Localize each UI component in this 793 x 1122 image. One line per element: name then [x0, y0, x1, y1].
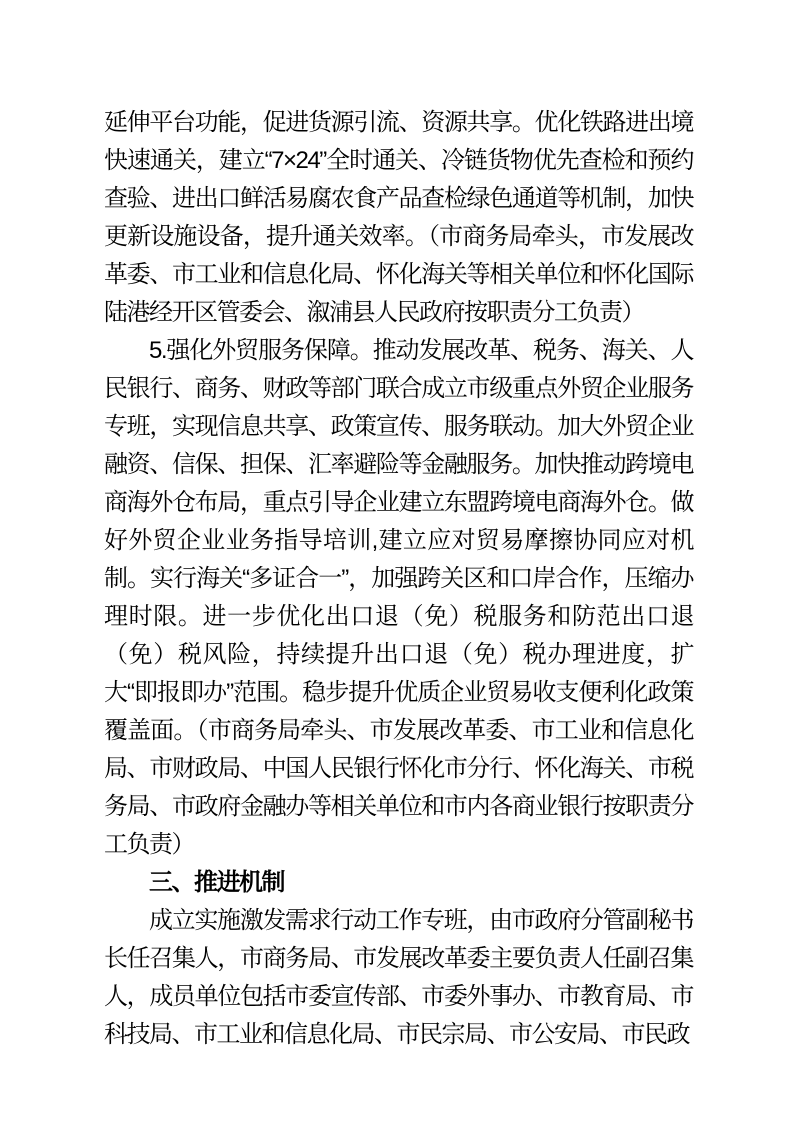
paragraph-continuation: 延伸平台功能，促进货源引流、资源共享。优化铁路进出境快速通关，建立“7×24”全时通关、冷链货物优先查检和预约查验、进出口鲜活易腐农食产品查检绿色通道等机制，加快更新设施设备，提升通关效率。（市商务局牵头，市发展改革委、市工业和信息化局、怀化海关等相关单位和怀化国际陆港经开区管委会、溆浦县人民政府按职责分工负责）	[104, 109, 693, 326]
paragraph-item-5-foreign-trade-services: 5.强化外贸服务保障。推动发展改革、税务、海关、人民银行、商务、财政等部门联合成立市级重点外贸企业服务专班，实现信息共享、政策宣传、服务联动。加大外贸企业融资、信保、担保、汇率避险等金融服务。加快推动跨境电商海外仓布局，重点引导企业建立东盟跨境电商海外仓。做好外贸企业业务指导培训,建立应对贸易摩擦协同应对机制。实行海关“多证合一”，加强跨关区和口岸合作，压缩办理时限。进一步优化出口退（免）税服务和防范出口退（免）税风险，持续提升出口退（免）税办理进度，扩大“即报即办”范围。稳步提升优质企业贸易收支便利化政策覆盖面。（市商务局牵头、市发展改革委、市工业和信息化局、市财政局、中国人民银行怀化市分行、怀化海关、市税务局、市政府金融办等相关单位和市内各商业银行按职责分工负责）	[104, 337, 693, 858]
document-text-block	[104, 104, 693, 1054]
paragraph-taskforce: 成立实施激发需求行动工作专班，由市政府分管副秘书长任召集人，市商务局、市发展改革委主要负责人任副召集人，成员单位包括市委宣传部、市委外事办、市教育局、市科技局、市工业和信息化局、市民宗局、市公安局、市民政	[104, 907, 693, 1048]
section-heading-promotion-mechanism: 三、推进机制	[149, 869, 284, 896]
